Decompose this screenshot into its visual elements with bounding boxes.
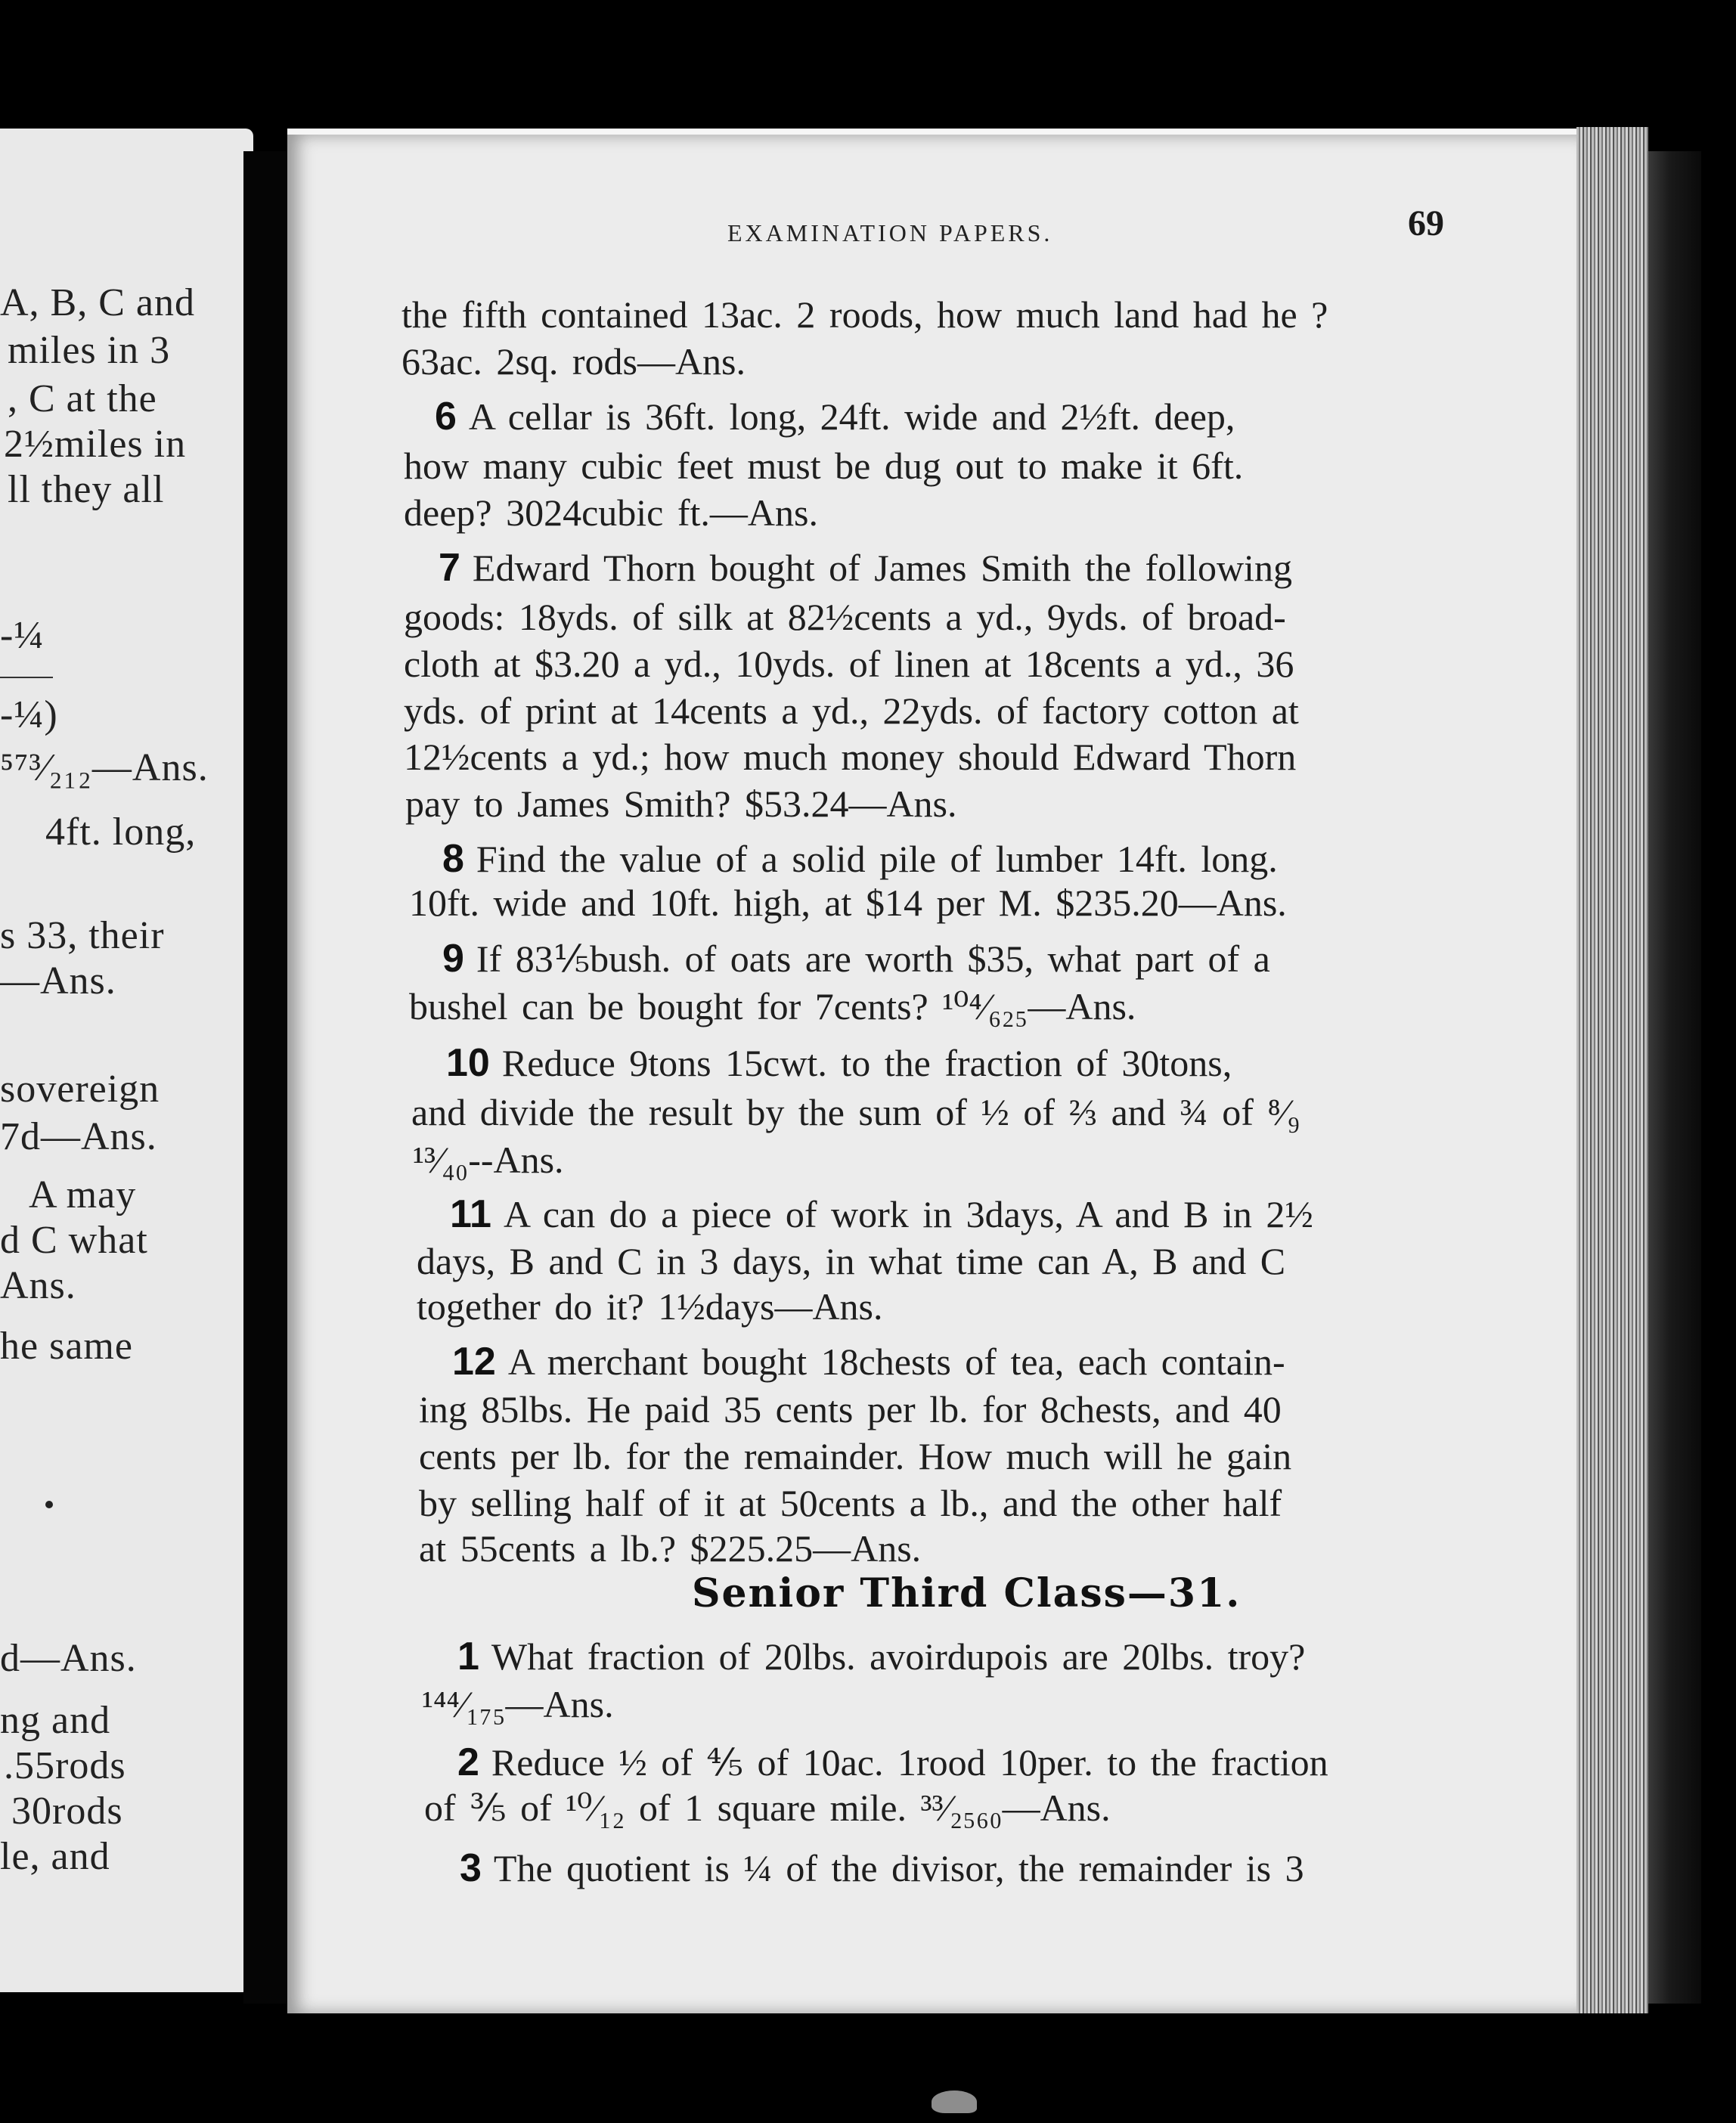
text-line [401,1140,564,1179]
text-line [446,1043,1232,1083]
text-line [439,546,1292,590]
line-text: bushel can be bought for 7cents? ¹⁰⁴⁄₆₂₅—Ans. [409,985,1136,1027]
text-line [392,644,1294,683]
left-fragment: 2½miles in [4,423,187,466]
left-fragment: he same [0,1325,133,1368]
problem-number: 7 [439,546,460,590]
line-text: cents per lb. for the remainder. How much will he gain [419,1435,1292,1477]
line-text: yds. of print at 14cents a yd., 22yds. of factory cotton at [404,690,1299,732]
problem-number: 2 [457,1740,479,1784]
line-text: together do it? 1½days—Ans. [417,1285,883,1328]
left-fragment: , C at the [8,377,157,420]
problem-number: 11 [450,1192,491,1236]
line-text: A cellar is 36ft. long, 24ft. wide and 2½ft. deep, [468,395,1235,438]
book-spine [1648,151,1701,2004]
left-fragment: 30rods [11,1790,123,1833]
left-fragment: 7d—Ans. [0,1115,157,1158]
text-line [442,839,1278,879]
problem-number: 10 [446,1041,490,1085]
left-fragment: ⁵⁷³⁄₂₁₂—Ans. [0,746,209,789]
text-line [389,342,746,381]
line-text: Reduce ½ of ⅘ of 10ac. 1rood 10per. to the fraction [491,1741,1328,1784]
text-line [460,1846,1304,1890]
problem-number: 9 [442,937,464,981]
line-text: Edward Thorn bought of James Smith the following [472,547,1292,589]
line-text: If 83⅕bush. of oats are worth $35, what part of a [476,938,1270,980]
line-text: deep? 3024cubic ft.—Ans. [404,491,818,534]
left-fragment: d C what [0,1219,148,1262]
left-fragment: ng and [0,1699,111,1742]
line-text: of ⅗ of ¹⁰⁄₁₂ of 1 square mile. ³³⁄₂₅₆₀—Ans. [424,1787,1111,1829]
text-line [393,784,957,823]
line-text: A can do a piece of work in 3days, A and B in 2½ [503,1193,1313,1235]
left-fragment: sovereign [0,1068,160,1111]
line-text: A merchant bought 18chests of tea, each contain- [507,1340,1285,1383]
text-line [452,1340,1285,1384]
left-fragment: Ans. [0,1264,76,1307]
page-edges [1576,127,1648,2013]
line-text: ¹⁴⁴⁄₁₇₅—Ans. [422,1683,614,1725]
ink-dot [45,1501,53,1508]
problem-number: 12 [452,1340,496,1384]
text-line [389,295,1328,334]
text-line [397,883,1287,922]
text-line [392,493,818,532]
left-fragment: d—Ans. [0,1637,137,1680]
running-head: EXAMINATION PAPERS. [727,219,1053,246]
line-text: how many cubic feet must be dug out to make it 6ft. [404,445,1244,487]
line-text: 63ac. 2sq. rods—Ans. [401,340,746,383]
line-text: goods: 18yds. of silk at 82½cents a yd., 9yds. of broad- [404,596,1286,638]
text-line [442,937,1270,981]
text-line [405,1241,1285,1281]
line-text: 12½cents a yd.; how much money should Edward Thorn [404,736,1297,778]
text-line [407,1483,1282,1523]
text-line [407,1437,1291,1476]
line-text: The quotient is ¼ of the divisor, the remainder is 3 [493,1847,1304,1889]
left-fragment: .55rods [4,1744,126,1787]
text-line [392,446,1243,485]
text-line [457,1637,1305,1676]
line-text: cloth at $3.20 a yd., 10yds. of linen at 18cents a yd., 36 [404,643,1294,685]
left-fragment: A may [29,1173,137,1216]
line-text: at 55cents a lb.? $225.25—Ans. [419,1527,922,1570]
line-text: What fraction of 20lbs. avoirdupois are 20lbs. troy? [491,1635,1306,1678]
text-line [392,737,1296,776]
text-line [392,597,1286,637]
line-text: ¹³⁄₄₀--Ans. [413,1139,564,1181]
text-line [457,1740,1328,1784]
text-line [405,1287,883,1326]
text-line [399,1092,1300,1132]
left-rule [0,677,53,678]
line-text: Find the value of a solid pile of lumber 14ft. long. [476,838,1278,880]
problem-number: 3 [460,1846,482,1890]
text-line [392,691,1299,730]
page-number: 69 [1408,203,1444,243]
line-text: by selling half of it at 50cents a lb., and the other half [419,1482,1282,1524]
left-fragment: miles in 3 [8,329,171,372]
paper-speck [932,2090,977,2113]
line-text: days, B and C in 3 days, in what time can A, B and C [417,1240,1286,1282]
left-fragment: s 33, their [0,914,165,957]
left-fragment: -¼) [0,693,58,736]
text-line [435,395,1235,439]
problem-number: 1 [457,1635,479,1678]
left-fragment: le, and [0,1835,110,1878]
text-line [407,1390,1282,1429]
text-line [407,1529,921,1568]
left-fragment: 4ft. long, [45,810,197,854]
text-line [410,1684,614,1724]
problem-number: 6 [435,395,457,439]
line-text: the fifth contained 13ac. 2 roods, how much land had he ? [401,293,1328,336]
problem-number: 8 [442,837,464,881]
text-line [412,1788,1111,1827]
left-fragment: ll they all [8,468,165,511]
left-fragment: -¼ [0,614,45,657]
line-text: pay to James Smith? $53.24—Ans. [405,783,957,825]
text-line [397,987,1136,1026]
line-text: Reduce 9tons 15cwt. to the fraction of 30tons, [501,1042,1232,1084]
section-heading: Senior Third Class—31. [692,1570,1242,1616]
text-line [450,1192,1313,1236]
left-fragment: —Ans. [0,959,116,1003]
line-text: 10ft. wide and 10ft. high, at $14 per M. $235.20—Ans. [409,882,1287,924]
left-fragment: A, B, C and [0,281,195,324]
line-text: and divide the result by the sum of ½ of ⅔ and ¾ of ⁸⁄₉ [411,1091,1300,1133]
line-text: ing 85lbs. He paid 35 cents per lb. for 8chests, and 40 [419,1388,1282,1430]
